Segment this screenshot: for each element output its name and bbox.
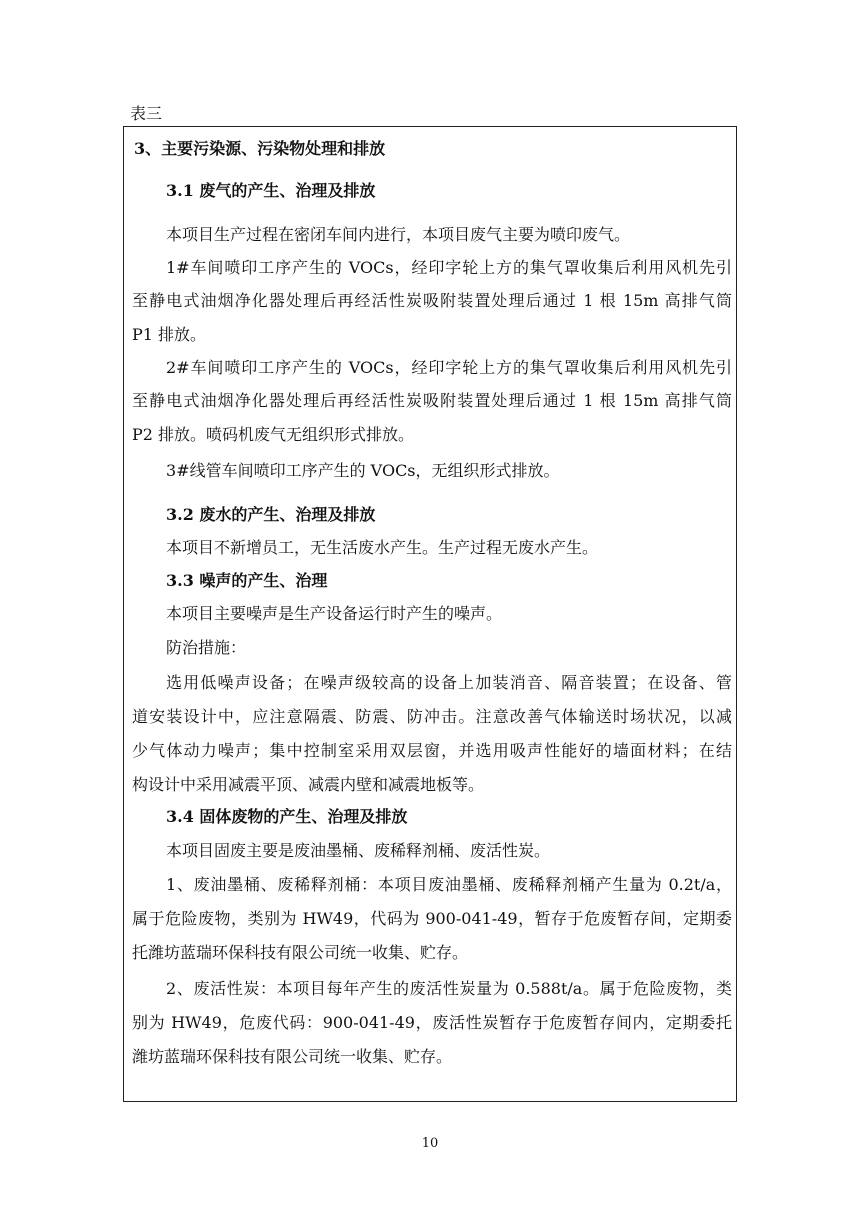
section-title: 3、主要污染源、污染物处理和排放 — [134, 139, 386, 158]
waste-gas-paragraph-4: 3#线管车间喷印工序产生的 VOCs，无组织形式排放。 — [166, 461, 560, 480]
waste-gas-heading: 3.1 废气的产生、治理及排放 — [166, 181, 376, 200]
solid-waste-paragraph-2-line-2: 属于危险废物，类别为 HW49，代码为 900-041-49，暂存于危废暂存间，定期委 — [132, 909, 732, 928]
waste-water-paragraph-1: 本项目不新增员工，无生活废水产生。生产过程无废水产生。 — [166, 538, 599, 557]
solid-waste-heading: 3.4 固体废物的产生、治理及排放 — [166, 807, 408, 826]
noise-paragraph-3-line-4: 构设计中采用减震平顶、减震内壁和减震地板等。 — [132, 775, 485, 794]
noise-heading: 3.3 噪声的产生、治理 — [166, 571, 328, 590]
waste-gas-paragraph-2-line-3: P1 排放。 — [132, 325, 207, 344]
noise-paragraph-3-line-1: 选用低噪声设备；在噪声级较高的设备上加装消音、隔音装置；在设备、管 — [166, 673, 732, 692]
waste-gas-paragraph-3-line-2: 至静电式油烟净化器处理后再经活性炭吸附装置处理后通过 1 根 15m 高排气筒 — [132, 391, 732, 410]
solid-waste-paragraph-2-line-1: 1、废油墨桶、废稀释剂桶：本项目废油墨桶、废稀释剂桶产生量为 0.2t/a， — [166, 875, 732, 894]
solid-waste-paragraph-2-line-3: 托潍坊蓝瑞环保科技有限公司统一收集、贮存。 — [132, 943, 469, 962]
noise-paragraph-3-line-2: 道安装设计中，应注意隔震、防震、防冲击。注意改善气体输送时场状况，以减 — [132, 707, 732, 726]
waste-gas-paragraph-2-line-2: 至静电式油烟净化器处理后再经活性炭吸附装置处理后通过 1 根 15m 高排气筒 — [132, 291, 732, 310]
noise-paragraph-1: 本项目主要噪声是生产设备运行时产生的噪声。 — [166, 604, 503, 623]
noise-paragraph-3-line-3: 少气体动力噪声；集中控制室采用双层窗，并选用吸声性能好的墙面材料；在结 — [132, 741, 732, 760]
waste-gas-paragraph-2-line-1: 1#车间喷印工序产生的 VOCs，经印字轮上方的集气罩收集后利用风机先引 — [166, 258, 732, 277]
waste-gas-paragraph-3-line-1: 2#车间喷印工序产生的 VOCs，经印字轮上方的集气罩收集后利用风机先引 — [166, 358, 732, 377]
solid-waste-paragraph-3-line-1: 2、废活性炭：本项目每年产生的废活性炭量为 0.588t/a。属于危险废物，类 — [166, 979, 732, 998]
waste-water-heading: 3.2 废水的产生、治理及排放 — [166, 505, 376, 524]
solid-waste-paragraph-3-line-3: 潍坊蓝瑞环保科技有限公司统一收集、贮存。 — [132, 1047, 453, 1066]
waste-gas-paragraph-3-line-3: P2 排放。喷码机废气无组织形式排放。 — [132, 425, 415, 444]
waste-gas-paragraph-1: 本项目生产过程在密闭车间内进行，本项目废气主要为喷印废气。 — [166, 225, 631, 244]
solid-waste-paragraph-3-line-2: 别为 HW49，危废代码：900-041-49，废活性炭暂存于危废暂存间内，定期委托 — [132, 1013, 732, 1032]
solid-waste-paragraph-1: 本项目固废主要是废油墨桶、废稀释剂桶、废活性炭。 — [166, 841, 551, 860]
noise-paragraph-2: 防治措施： — [166, 638, 247, 657]
page-number: 10 — [421, 1136, 439, 1151]
table-label: 表三 — [130, 104, 163, 123]
